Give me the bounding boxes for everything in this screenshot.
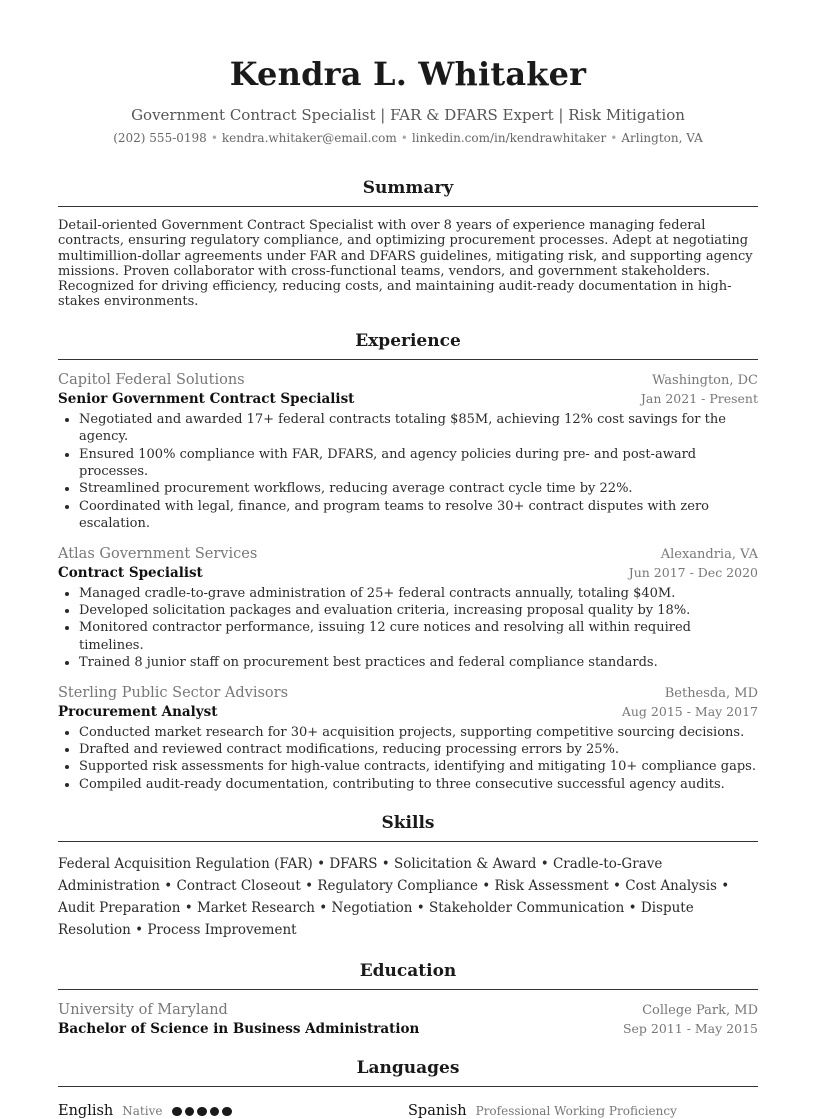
summary-text: Detail-oriented Government Contract Specialist with over 8 years of experience managing federal contracts, ensuring regulatory compliance, and optimizing procurement processes. Adept at negotiating multimillion-dollar agreements under FAR and DFARS guidelines, mitigating risk, and supporting agency missions. Proven collaborator with cross-functional teams, vendors, and government stakeholders. Recognized for driving efficiency, reducing costs, and maintaining audit-ready documentation in high-stakes environments. (58, 218, 753, 310)
bullet-item: • Compiled audit-ready documentation, contributing to three consecutive successful agency audits. (79, 776, 758, 793)
job-title: Procurement Analyst (58, 703, 218, 720)
linkedin-link[interactable]: linkedin.com/in/kendrawhitaker (411, 131, 607, 145)
proficiency-dots (172, 1107, 232, 1117)
job-entry (58, 372, 758, 533)
job-location: Bethesda, MD (664, 685, 758, 701)
bullet-item: • Monitored contractor performance, issuing 12 cure notices and resolving all within required timelines. (79, 619, 758, 654)
education-dates: Sep 2011 - May 2015 (622, 1021, 758, 1037)
job-bullets (58, 585, 758, 672)
section-divider (58, 206, 758, 207)
headline: Government Contract Specialist | FAR & DFARS Expert | Risk Mitigation (131, 106, 685, 124)
phone: (202) 555-0198 (113, 131, 207, 145)
bullet-item: • Drafted and reviewed contract modifications, reducing processing errors by 25%. (79, 741, 758, 758)
job-bullets (58, 411, 758, 533)
education-entry (58, 1002, 758, 1037)
email-link[interactable]: kendra.whitaker@email.com (221, 131, 397, 145)
school-location: College Park, MD (642, 1003, 758, 1019)
proficiency-dot (197, 1107, 207, 1117)
company-name: Capitol Federal Solutions (58, 371, 245, 388)
job-dates: Jan 2021 - Present (640, 390, 758, 406)
language-item (58, 1103, 408, 1119)
bullet-item: • Negotiated and awarded 17+ federal contracts totaling $85M, achieving 12% cost savings for the agency. (79, 411, 758, 446)
education-heading: Education (359, 961, 457, 982)
job-location: Washington, DC (652, 372, 758, 388)
bullet-item: • Coordinated with legal, finance, and program teams to resolve 30+ contract disputes with zero escalation. (79, 498, 758, 533)
job-location: Alexandria, VA (660, 546, 758, 562)
resume-page (58, 0, 758, 1119)
proficiency-dot (210, 1107, 220, 1117)
company-name: Atlas Government Services (58, 545, 258, 562)
bullet-item: • Ensured 100% compliance with FAR, DFARS, and agency policies during pre- and post-award processes. (79, 446, 758, 481)
job-title: Senior Government Contract Specialist (58, 390, 355, 407)
language-name: Spanish (408, 1103, 467, 1119)
school-name: University of Maryland (58, 1002, 228, 1019)
degree: Bachelor of Science in Business Administration (58, 1021, 420, 1038)
section-divider (58, 359, 758, 360)
contact-line (58, 131, 758, 145)
language-level: Professional Working Proficiency (475, 1104, 677, 1119)
contact-separator: • (400, 131, 408, 145)
section-divider (58, 989, 758, 990)
bullet-item: • Developed solicitation packages and evaluation criteria, increasing proposal quality by 18%. (79, 602, 758, 619)
skills-list: Federal Acquisition Regulation (FAR) • DFARS • Solicitation & Award • Cradle-to-Grave Administration • Contract Closeout • Regulatory Compliance • Risk Assessment • Cost Analysis • Audit Preparation • Market Research • Negotiation • Stakeholder Communication • Dispute Resolution • Process Improvement (58, 856, 730, 938)
proficiency-dot (172, 1107, 182, 1117)
skills-heading: Skills (381, 813, 435, 834)
section-divider (58, 1086, 758, 1087)
job-dates: Jun 2017 - Dec 2020 (628, 564, 758, 580)
bullet-item: • Streamlined procurement workflows, reducing average contract cycle time by 22%. (79, 480, 758, 497)
summary-heading: Summary (362, 178, 454, 198)
location: Arlington, VA (621, 131, 703, 145)
proficiency-dot (222, 1107, 232, 1117)
bullet-item: • Conducted market research for 30+ acquisition projects, supporting competitive sourcing decisions. (79, 724, 758, 741)
section-divider (58, 841, 758, 842)
experience-heading: Experience (355, 330, 461, 351)
bullet-item: • Supported risk assessments for high-value contracts, identifying and mitigating 10+ compliance gaps. (79, 758, 758, 775)
job-bullets (58, 724, 758, 794)
job-title: Contract Specialist (58, 564, 203, 581)
contact-separator: • (610, 131, 618, 145)
languages-list (58, 1103, 758, 1119)
job-entry (58, 546, 758, 672)
bullet-item: • Managed cradle-to-grave administration of 25+ federal contracts annually, totaling $40M. (79, 585, 758, 602)
proficiency-dot (185, 1107, 195, 1117)
language-name: English (58, 1103, 114, 1119)
job-entry (58, 685, 758, 794)
languages-heading: Languages (356, 1058, 460, 1079)
company-name: Sterling Public Sector Advisors (58, 684, 289, 701)
language-level: Native (122, 1104, 163, 1119)
job-dates: Aug 2015 - May 2017 (621, 703, 758, 719)
bullet-item: • Trained 8 junior staff on procurement best practices and federal compliance standards. (79, 654, 758, 671)
candidate-name: Kendra L. Whitaker (229, 55, 587, 93)
language-item (408, 1103, 758, 1119)
contact-separator: • (210, 131, 218, 145)
